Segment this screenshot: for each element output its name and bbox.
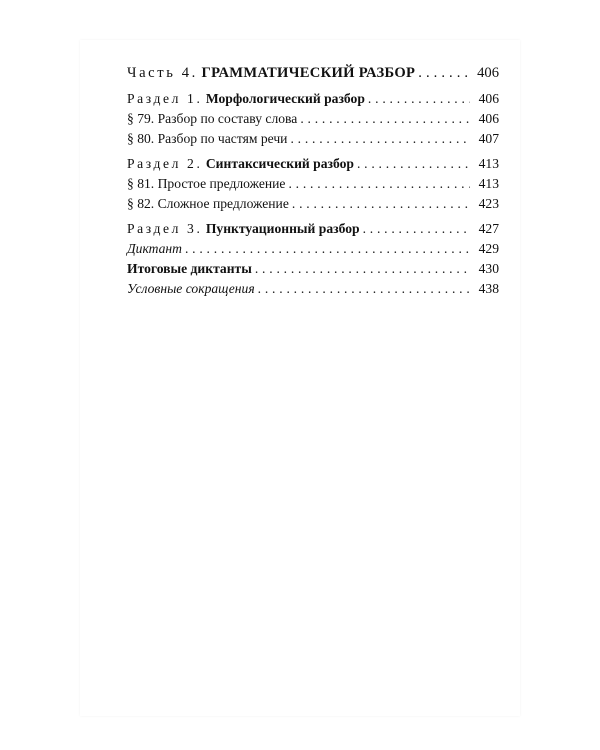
dot-leader [418,63,470,83]
page-number: 413 [478,176,499,191]
toc-entry-label [127,63,415,83]
paragraph-title: § 80. Разбор по частям речи [127,131,288,146]
section-prefix: Раздел 2. [127,156,203,171]
toc-entry-abbreviations [127,279,499,299]
page-number: 406 [478,91,499,106]
page-number: 423 [478,196,499,211]
dot-leader [357,154,470,174]
abbreviations-title: Условные сокращения [127,281,255,296]
paragraph-title: § 81. Простое предложение [127,176,286,191]
dot-leader [258,279,470,299]
page-number: 438 [478,281,499,296]
dot-leader [292,194,470,214]
section-title: Пунктуационный разбор [205,221,360,236]
toc-entry-paragraph-79 [127,109,499,129]
toc-entry-paragraph-81 [127,174,499,194]
final-dictations-title: Итоговые диктанты [127,261,252,276]
section-prefix: Раздел 3. [127,221,203,236]
toc-entry-section-3 [127,219,499,239]
dot-leader [368,89,470,109]
dot-leader [300,109,470,129]
dot-leader [288,174,470,194]
table-of-contents [127,63,499,299]
toc-entry-section-1 [127,89,499,109]
toc-entry-paragraph-80 [127,129,499,149]
page-number: 427 [478,221,499,236]
page-number: 406 [477,65,499,81]
toc-entry-label [127,154,354,174]
dot-leader [363,219,470,239]
section-title: Синтаксический разбор [205,156,354,171]
toc-entry-paragraph-82 [127,194,499,214]
dictation-title: Диктант [127,241,182,256]
toc-entry-dictation [127,239,499,259]
toc-entry-label [127,89,365,109]
part-prefix: Часть 4. [127,65,198,81]
paragraph-title: § 79. Разбор по составу слова [127,111,298,126]
dot-leader [255,259,470,279]
toc-entry-part-4 [127,63,499,83]
page-number: 429 [478,241,499,256]
dot-leader [290,129,470,149]
section-title: Морфологический разбор [205,91,365,106]
toc-entry-final-dictations [127,259,499,279]
page-number: 413 [478,156,499,171]
page-number: 406 [478,111,499,126]
toc-entry-section-2 [127,154,499,174]
page-number: 407 [478,131,499,146]
part-title: ГРАММАТИЧЕСКИЙ РАЗБОР [201,65,416,81]
section-prefix: Раздел 1. [127,91,203,106]
dot-leader [185,239,470,259]
paragraph-title: § 82. Сложное предложение [127,196,289,211]
toc-entry-label [127,219,360,239]
page-number: 430 [478,261,499,276]
